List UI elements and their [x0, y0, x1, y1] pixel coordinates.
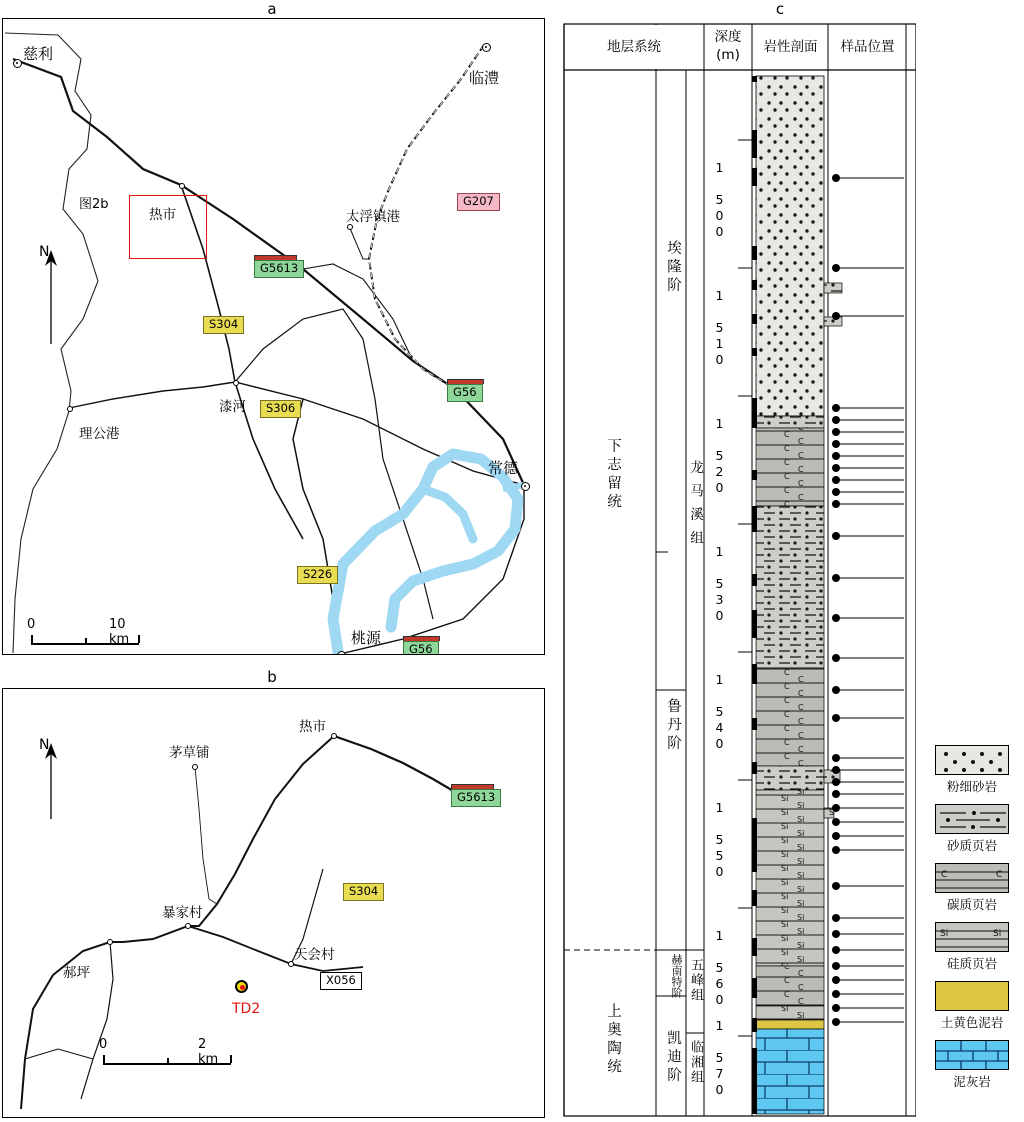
- legend-item-silica-shale: [922, 922, 1022, 972]
- legend-item-marl: [922, 1040, 1022, 1090]
- place-label-taoyuan: 桃源: [351, 629, 382, 647]
- svg-text:Si: Si: [993, 929, 1002, 939]
- column-graphics: [556, 18, 916, 1118]
- place-dot-baojiacun: [185, 923, 191, 929]
- legend-label-fine-sandstone: 粉细砂岩: [946, 779, 997, 794]
- header-sample-position: 样品位置: [840, 39, 895, 55]
- map-a-graphics: [3, 19, 545, 655]
- legend-swatch-yellow-mudstone: [935, 981, 1009, 1011]
- legend: [922, 745, 1022, 1099]
- strat-formation-linxiang: 临湘组: [688, 1040, 703, 1085]
- legend-swatch-carbon-shale: [935, 863, 1009, 893]
- strat-system-upper: 上奥陶统: [605, 1003, 621, 1077]
- strat-stage-ludan: 鲁丹阶: [665, 698, 681, 754]
- inset-rect-label: 图2b: [79, 197, 109, 212]
- place-label-taifuzhengang: 太浮镇港: [346, 209, 400, 225]
- map-panel-a: [2, 18, 545, 655]
- road-badge-s304-b[interactable]: S304: [343, 883, 384, 901]
- north-arrow-a: [39, 244, 69, 358]
- well-label-td2: TD2: [232, 1001, 261, 1017]
- panel-label-c: c: [775, 0, 785, 18]
- header-depth-line1: 深度: [714, 29, 742, 45]
- legend-item-carbon-shale: [922, 863, 1022, 913]
- well-marker-td2[interactable]: [235, 980, 248, 993]
- road-badge-g5613-a[interactable]: G5613: [254, 260, 304, 278]
- place-dot-qihe: [233, 380, 239, 386]
- north-letter-b: N: [39, 737, 50, 753]
- road-badge-s226[interactable]: S226: [297, 566, 338, 584]
- place-dot-reshi-b: [331, 733, 337, 739]
- header-lithology: 岩性剖面: [763, 39, 818, 55]
- scale-value-a: 10 km: [109, 617, 130, 647]
- strat-system-lower: 下志留统: [605, 438, 621, 512]
- legend-item-fine-sandstone: [922, 745, 1022, 795]
- scale-zero-b: 0: [99, 1037, 108, 1052]
- legend-label-yellow-mudstone: 土黄色泥岩: [940, 1015, 1004, 1030]
- place-dot-reshi: [179, 183, 185, 189]
- place-dot-taoyuan: [337, 651, 346, 655]
- road-badge-x056[interactable]: X056: [320, 972, 362, 990]
- place-label-haoping: 郝坪: [63, 965, 90, 981]
- north-letter-a: N: [39, 244, 50, 260]
- legend-label-marl: 泥灰岩: [953, 1074, 991, 1089]
- legend-label-silica-shale: 硅质页岩: [946, 956, 997, 971]
- panel-label-a: a: [267, 0, 277, 18]
- map-b-graphics: [3, 689, 545, 1118]
- header-strat-system: 地层系统: [607, 39, 661, 55]
- scale-value-b: 2 km: [198, 1037, 219, 1067]
- stratigraphic-column-panel: [556, 18, 916, 1118]
- strat-formation-wufeng: 五峰组: [688, 958, 703, 1003]
- depth-label-1520: 1 520: [712, 416, 727, 496]
- depth-label-1560: 1 560: [712, 928, 727, 1008]
- place-dot-changde: [521, 482, 530, 491]
- depth-label-1510: 1 510: [712, 288, 727, 368]
- road-badge-g56-a[interactable]: G56: [447, 384, 483, 402]
- legend-swatch-fine-sandstone: [935, 745, 1009, 775]
- svg-text:C: C: [941, 870, 948, 880]
- road-badge-s306[interactable]: S306: [260, 400, 301, 418]
- svg-text:C: C: [996, 870, 1003, 880]
- road-badge-g5613-b[interactable]: G5613: [451, 789, 501, 807]
- depth-label-1500: 1 500: [712, 160, 727, 240]
- legend-swatch-silica-shale: [935, 922, 1009, 952]
- place-label-qihe: 漆河: [219, 399, 246, 415]
- strat-stage-kaidi: 凯迪阶: [665, 1030, 681, 1086]
- place-label-tianhuicun: 天会村: [294, 947, 335, 963]
- place-label-ligonggang: 理公港: [79, 426, 120, 442]
- place-dot-ligonggang: [67, 406, 73, 412]
- place-label-maocaopu: 茅草铺: [169, 745, 210, 761]
- place-label-reshi: 热市: [149, 207, 176, 223]
- place-label-reshi-b: 热市: [299, 719, 326, 735]
- map-panel-b: [2, 688, 545, 1118]
- place-label-baojiacun: 暴家村: [162, 905, 203, 921]
- legend-label-carbon-shale: 碳质页岩: [946, 897, 997, 912]
- place-dot-cili: [13, 59, 22, 68]
- panel-label-b: b: [267, 668, 277, 686]
- road-badge-g207[interactable]: G207: [457, 193, 500, 211]
- legend-swatch-marl: [935, 1040, 1009, 1070]
- place-label-linli: 临澧: [469, 69, 500, 87]
- scale-zero-a: 0: [27, 617, 36, 632]
- place-dot-linli: [482, 43, 491, 52]
- depth-label-1550: 1 550: [712, 800, 727, 880]
- place-label-changde: 常德: [488, 459, 519, 477]
- strat-stage-hernant: 赫南特阶: [670, 954, 683, 998]
- place-dot-haoping: [107, 939, 113, 945]
- road-badge-g56-b[interactable]: G56: [403, 641, 439, 655]
- strat-formation-longmaxi: 龙马溪组: [687, 460, 703, 554]
- legend-item-sandy-shale: [922, 804, 1022, 854]
- svg-text:Si: Si: [940, 929, 949, 939]
- legend-swatch-sandy-shale: [935, 804, 1009, 834]
- strat-stage-ailong: 埃隆阶: [665, 240, 681, 296]
- road-badge-s304-a[interactable]: S304: [203, 316, 244, 334]
- legend-label-sandy-shale: 砂质页岩: [946, 838, 997, 853]
- place-dot-maocaopu: [192, 764, 198, 770]
- depth-label-1530: 1 530: [712, 544, 727, 624]
- legend-item-yellow-mudstone: [922, 981, 1022, 1031]
- depth-label-1540: 1 540: [712, 672, 727, 752]
- header-depth-line2: (m): [716, 47, 740, 63]
- depth-label-1570: 1 570: [712, 1018, 727, 1098]
- place-label-cili: 慈利: [23, 45, 54, 63]
- north-arrow-b: [39, 737, 69, 831]
